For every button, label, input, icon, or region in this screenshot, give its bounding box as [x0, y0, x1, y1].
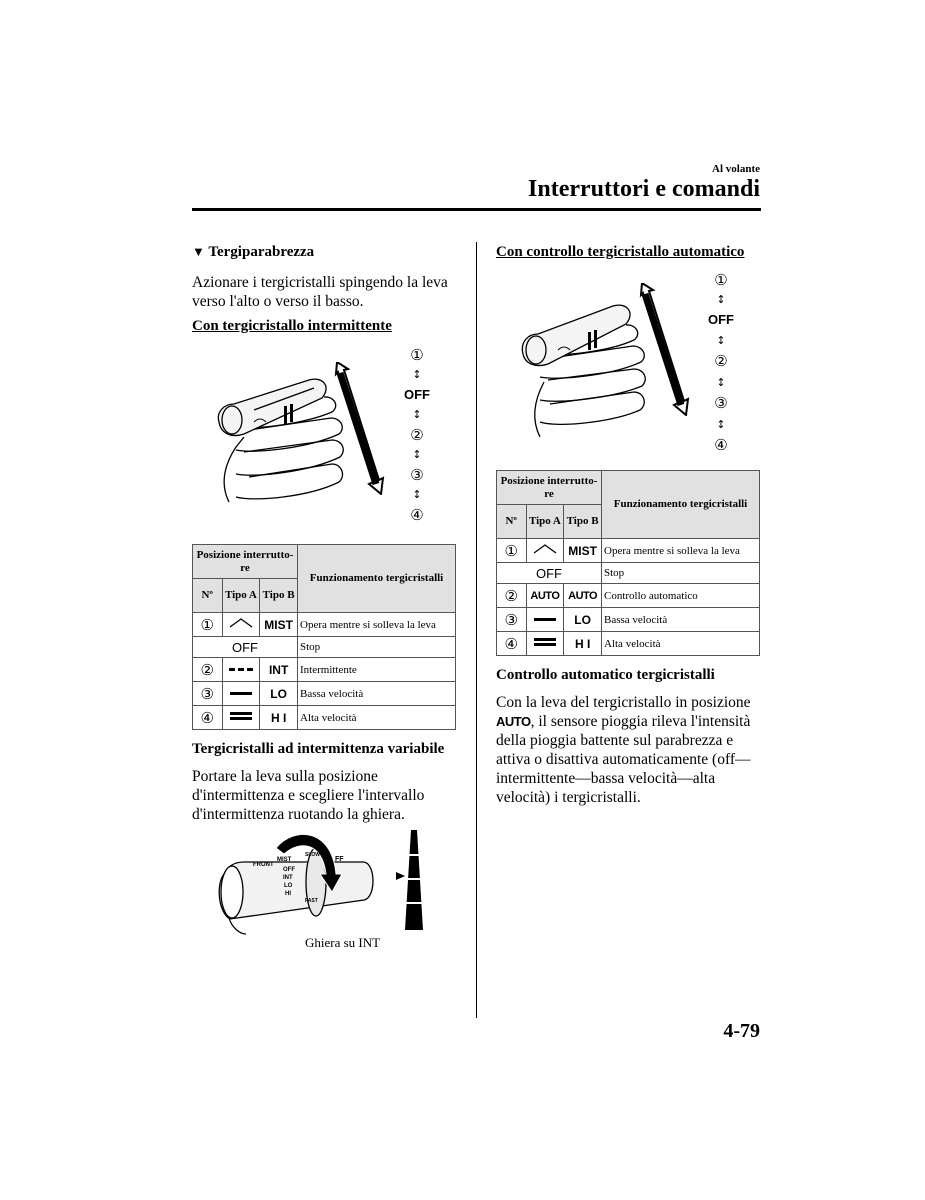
table-row: [497, 563, 760, 584]
low-speed-symbol: [526, 608, 564, 632]
page-number: 4-79: [723, 1020, 760, 1042]
stalk-label-front: FRONT: [253, 862, 274, 868]
pos-label-1: ①: [410, 346, 424, 364]
stalk-label-lo: LO: [284, 883, 293, 889]
stalk-label-hi: HI: [285, 891, 291, 897]
function-text: Opera mentre si solleva la leva: [298, 613, 456, 637]
table-header-position: Posizione interrutto-re: [193, 545, 298, 579]
column-divider: [476, 242, 477, 1018]
function-text: Intermittente: [298, 658, 456, 682]
row-number: ①: [193, 613, 223, 637]
type-b-label: LO: [564, 608, 602, 632]
row-number: ①: [497, 539, 527, 563]
high-speed-symbol: [526, 632, 564, 656]
pos-arrow: ↕: [716, 376, 726, 389]
stalk-label-off: OFF: [283, 867, 295, 873]
stalk-label-int: INT: [283, 875, 293, 881]
table-row: [497, 584, 760, 608]
table-header-type-a: Tipo A: [222, 579, 260, 613]
high-speed-symbol: [222, 706, 260, 730]
stalk-label-fast: FAST: [305, 898, 318, 904]
table-row: [193, 682, 456, 706]
off-label: OFF: [193, 637, 298, 658]
heading-text: Tergiparabrezza: [208, 244, 315, 260]
table-header-position: Posizione interrutto-re: [497, 471, 602, 505]
function-text: Bassa velocità: [602, 608, 760, 632]
row-number: ②: [193, 658, 223, 682]
auto-control-paragraph: [496, 693, 760, 807]
page-title: Interruttori e comandi: [528, 176, 760, 202]
pos-arrow: ↕: [716, 418, 726, 431]
function-text: Stop: [298, 637, 456, 658]
table-header-type-b: Tipo B: [564, 505, 602, 539]
wiper-table-automatic: [496, 470, 760, 656]
type-b-label: MIST: [260, 613, 298, 637]
function-text: Controllo automatico: [602, 584, 760, 608]
pos-label-off: OFF: [708, 312, 734, 327]
low-speed-symbol: [222, 682, 260, 706]
function-text: Bassa velocità: [298, 682, 456, 706]
position-labels-1: [400, 345, 434, 525]
pos-arrow: ↕: [716, 293, 726, 306]
pos-label-2: ②: [714, 352, 728, 370]
mist-symbol: [222, 613, 260, 637]
intro-paragraph: Azionare i tergicristalli spingendo la leva verso l'alto o verso il basso.: [192, 274, 448, 310]
paragraph-text: , il sensore pioggia rileva l'intensità della pioggia battente sul parabrezza e attiva o disattiva automaticamente (off—intermittente—bassa velocità—alta velocità) i tergicristalli.: [496, 713, 751, 806]
subheading-auto-control: Controllo automatico tergicristalli: [496, 667, 715, 683]
stalk-label-ff: FF: [335, 856, 344, 863]
pos-label-3: ③: [410, 466, 424, 484]
function-text: Alta velocità: [298, 706, 456, 730]
pos-arrow: ↕: [412, 368, 422, 381]
type-b-label: H I: [260, 706, 298, 730]
table-row: [193, 658, 456, 682]
table-header-number: Nº: [193, 579, 223, 613]
section-heading: [192, 244, 314, 261]
mist-symbol: [526, 539, 564, 563]
function-text: Opera mentre si solleva la leva: [602, 539, 760, 563]
type-b-label: H I: [564, 632, 602, 656]
variable-paragraph: Portare la leva sulla posizione d'intermittenza e scegliere l'intervallo d'intermittenza ruotando la ghiera.: [192, 768, 425, 823]
row-number: ④: [193, 706, 223, 730]
auto-inline-label: AUTO: [496, 714, 531, 729]
stalk-label-slow: SLOW: [305, 852, 320, 858]
table-row: [193, 706, 456, 730]
pos-arrow: ↕: [412, 448, 422, 461]
table-header-function: Funzionamento tergicristalli: [298, 545, 456, 613]
subheading-automatic: Con controllo tergicristallo automatico: [496, 244, 745, 260]
row-number: ③: [193, 682, 223, 706]
table-header-number: Nº: [497, 505, 527, 539]
pos-arrow: ↕: [412, 408, 422, 421]
function-text: Stop: [602, 563, 760, 584]
up-down-arrow: [331, 362, 386, 495]
type-b-label: AUTO: [564, 584, 602, 608]
header-rule: [192, 208, 761, 211]
position-labels-2: [704, 270, 738, 456]
intermittent-symbol: [222, 658, 260, 682]
table-header-type-a: Tipo A: [526, 505, 564, 539]
pos-arrow: ↕: [412, 488, 422, 501]
stalk-ring-illustration: [214, 824, 380, 936]
pos-label-4: ④: [714, 436, 728, 454]
pos-arrow: ↕: [716, 334, 726, 347]
heading-marker: ▼: [192, 244, 205, 259]
type-b-label: MIST: [564, 539, 602, 563]
row-number: ④: [497, 632, 527, 656]
section-label: Al volante: [712, 163, 760, 175]
row-number: ③: [497, 608, 527, 632]
pos-label-1: ①: [714, 271, 728, 289]
stalk-label-mist: MIST: [277, 857, 292, 863]
wiper-table-intermittent: [192, 544, 456, 730]
pos-label-off: OFF: [404, 387, 430, 402]
table-row: [497, 608, 760, 632]
paragraph-text: Con la leva del tergicristallo in posizione: [496, 694, 751, 711]
subheading-variable: Tergicristalli ad intermittenza variabile: [192, 741, 445, 757]
table-header-type-b: Tipo B: [260, 579, 298, 613]
table-row: [193, 637, 456, 658]
pos-label-3: ③: [714, 394, 728, 412]
up-down-arrow: [636, 283, 691, 416]
wiper-lever-auto-illustration: [518, 282, 654, 442]
ring-caption: Ghiera su INT: [305, 935, 381, 950]
table-row: [497, 632, 760, 656]
table-header-function: Funzionamento tergicristalli: [602, 471, 760, 539]
type-b-label: LO: [260, 682, 298, 706]
table-row: [497, 539, 760, 563]
type-b-label: INT: [260, 658, 298, 682]
subheading-intermittent: Con tergicristallo intermittente: [192, 318, 392, 334]
type-a-label: AUTO: [526, 584, 564, 608]
function-text: Alta velocità: [602, 632, 760, 656]
pos-label-4: ④: [410, 506, 424, 524]
off-label: OFF: [497, 563, 602, 584]
table-row: [193, 613, 456, 637]
row-number: ②: [497, 584, 527, 608]
interval-wedge-indicator: [395, 828, 429, 932]
pos-label-2: ②: [410, 426, 424, 444]
